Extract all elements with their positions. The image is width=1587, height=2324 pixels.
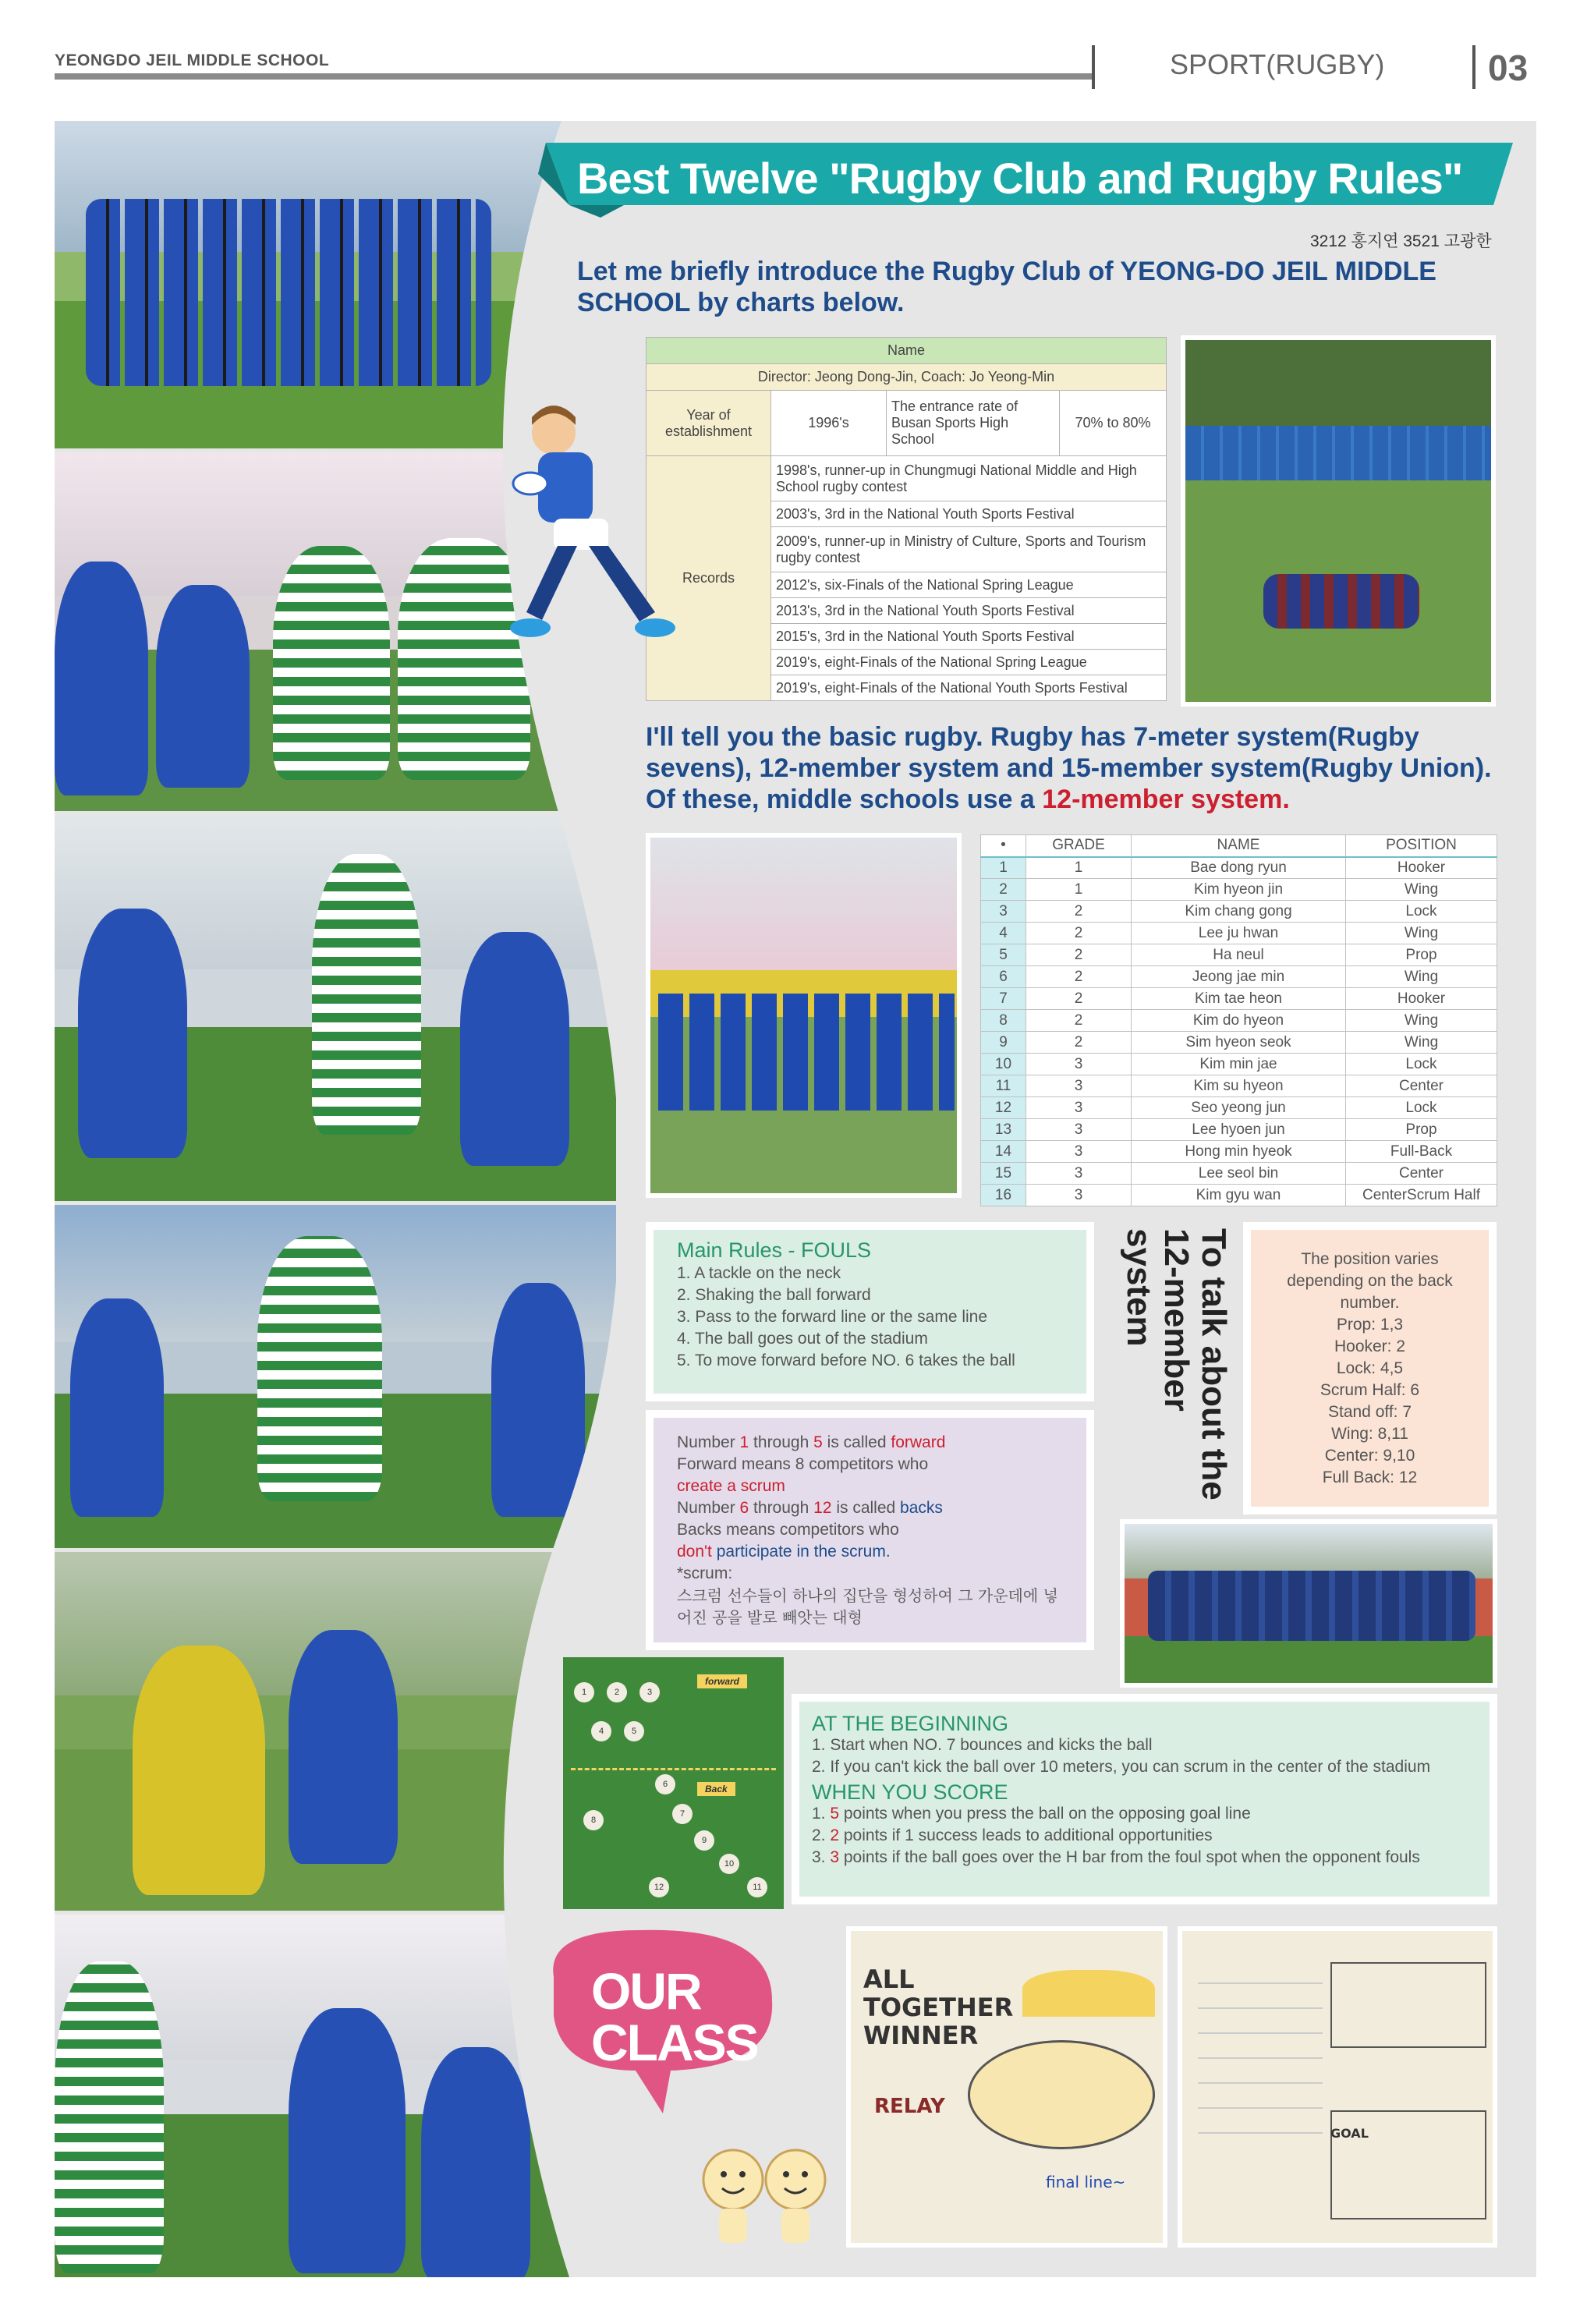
article-title: Best Twelve "Rugby Club and Rugby Rules" [577,154,1463,203]
forward-line: Number 1 through 5 is called forward [677,1433,946,1451]
roster-grade: 3 [1026,1119,1132,1141]
roster-position: Lock [1346,1097,1497,1119]
roster-index: 2 [981,879,1026,901]
score-title: WHEN YOU SCORE [812,1780,1008,1804]
roster-grade: 1 [1026,857,1132,879]
roster-position: CenterScrum Half [1346,1185,1497,1206]
position-line: Lock: 4,5 [1336,1359,1404,1377]
foul-item: 2. Shaking the ball forward [677,1286,871,1304]
record-row: 2015's, 3rd in the National Youth Sports Festival [771,624,1167,650]
roster-name: Sim hyeon seok [1132,1032,1346,1054]
our-class-line: CLASS [591,2014,758,2071]
authors: 3212 홍지연 3521 고광한 [1310,232,1492,250]
roster-row [981,857,1497,879]
roster-grade: 3 [1026,1075,1132,1097]
scrum-definition: 스크럼 선수들이 하나의 집단을 형성하여 그 가운데에 넣어진 공을 발로 빼앗는 대형 [677,1586,1058,1627]
roster-index: 6 [981,966,1026,988]
roster-row [981,966,1497,988]
school-name: YEONGDO JEIL MIDDLE SCHOOL [55,51,330,69]
roster-index: 16 [981,1185,1026,1206]
position-line: number. [1340,1294,1400,1312]
beginning-item: 1. Start when NO. 7 bounces and kicks the ball [812,1736,1153,1754]
position-line: Wing: 8,11 [1331,1425,1408,1443]
vertical-heading-box [1115,1228,1232,1525]
foul-item: 5. To move forward before NO. 6 takes the ball [677,1352,1015,1369]
smiley-faces-icon [694,2145,834,2246]
roster-row [981,1185,1497,1206]
year-label: Year of establishment [646,391,771,456]
position-line: Prop: 1,3 [1336,1316,1404,1334]
roster-grade: 3 [1026,1054,1132,1075]
roster-grade: 3 [1026,1163,1132,1185]
roster-grade: 3 [1026,1141,1132,1163]
roster-position: Hooker [1346,988,1497,1010]
roster-header-name: NAME [1132,835,1346,857]
forward-tag: forward [697,1674,747,1688]
record-row: 2012's, six-Finals of the National Spring League [771,572,1167,598]
roster-name: Jeong jae min [1132,966,1346,988]
roster-row [981,1119,1497,1141]
back-tag: Back [697,1782,735,1796]
roster-grade: 2 [1026,988,1132,1010]
roster-position: Prop [1346,1119,1497,1141]
foul-item: 1. A tackle on the neck [677,1264,841,1282]
header-divider [1472,45,1475,89]
drawing-title: ALL TOGETHER WINNER [863,1964,1014,2050]
roster-grade: 3 [1026,1097,1132,1119]
roster-row [981,988,1497,1010]
rugby-player-illustration [499,394,702,667]
score-item: 1. 5 points when you press the ball on the opposing goal line [812,1805,1251,1823]
intro-text: Let me briefly introduce the Rugby Club of YEONG-DO JEIL MIDDLE SCHOOL by charts below. [577,257,1436,317]
position-line: Full Back: 12 [1322,1468,1418,1486]
roster-name: Lee ju hwan [1132,923,1346,944]
roster-index: 5 [981,944,1026,966]
roster-row [981,1054,1497,1075]
section-title: SPORT(RUGBY) [1170,48,1385,80]
team-photo [646,833,962,1198]
year-value: 1996's [771,391,887,456]
position-marker: 7 [672,1804,693,1824]
position-marker: 9 [694,1830,714,1851]
drawing-relay: RELAY [874,2095,945,2118]
roster-name: Lee hyoen jun [1132,1119,1346,1141]
roster-name: Kim gyu wan [1132,1185,1346,1206]
roster-position: Prop [1346,944,1497,966]
roster-index: 15 [981,1163,1026,1185]
roster-position: Lock [1346,901,1497,923]
roster-position: Hooker [1346,857,1497,879]
roster-header-position: POSITION [1346,835,1497,857]
drawing-final-line: final line~ [1046,2173,1126,2191]
roster-row [981,1097,1497,1119]
drawing-goal-label: GOAL [1330,2126,1369,2141]
record-row: 2019's, eight-Finals of the National Youth Sports Festival [771,675,1167,701]
roster-name: Kim hyeon jin [1132,879,1346,901]
roster-name: Kim su hyeon [1132,1075,1346,1097]
roster-index: 13 [981,1119,1026,1141]
backs-scrum: don't participate in the scrum. [677,1543,891,1561]
forward-meaning: Forward means 8 competitors who [677,1455,929,1473]
header-divider [1092,45,1095,89]
stadium-scrum-photo [1181,335,1496,707]
roster-index: 9 [981,1032,1026,1054]
roster-row [981,923,1497,944]
roster-row [981,1141,1497,1163]
foul-item: 3. Pass to the forward line or the same line [677,1308,988,1326]
position-line: Stand off: 7 [1327,1403,1412,1421]
roster-row [981,879,1497,901]
score-item: 2. 2 points if 1 success leads to additional opportunities [812,1826,1213,1844]
roster-name: Kim chang gong [1132,901,1346,923]
roster-header-grade: GRADE [1026,835,1132,857]
fouls-box [646,1222,1094,1401]
position-marker: 1 [574,1682,594,1702]
position-line: depending on the back [1287,1272,1453,1290]
roster-name: Hong min hyeok [1132,1141,1346,1163]
club-info-table [646,337,1167,701]
position-marker: 6 [655,1774,675,1794]
backs-line: Number 6 through 12 is called backs [677,1499,943,1517]
roster-position: Wing [1346,923,1497,944]
group-photo [1120,1519,1497,1688]
roster-name: Bae dong ryun [1132,857,1346,879]
header-rule [55,73,1092,80]
roster-index: 11 [981,1075,1026,1097]
roster-position: Wing [1346,1010,1497,1032]
roster-row [981,1163,1497,1185]
basic-rugby-text [646,721,1511,815]
roster-grade: 3 [1026,1185,1132,1206]
roster-row [981,1010,1497,1032]
roster-index: 7 [981,988,1026,1010]
roster-grade: 2 [1026,1010,1132,1032]
class-drawing-soccer [1178,1926,1497,2248]
roster-position: Wing [1346,879,1497,901]
position-line: Scrum Half: 6 [1320,1381,1420,1399]
scrum-note-label: *scrum: [677,1564,733,1582]
position-box [1243,1222,1497,1514]
forward-scrum: create a scrum [677,1477,785,1495]
roster-name: Seo yeong jun [1132,1097,1346,1119]
roster-index: 1 [981,857,1026,879]
roster-grade: 2 [1026,901,1132,923]
forward-backs-box [646,1410,1094,1650]
page-number: 03 [1488,48,1529,88]
position-marker: 11 [747,1877,767,1897]
roster-grade: 1 [1026,879,1132,901]
roster-position: Wing [1346,1032,1497,1054]
roster-position: Center [1346,1075,1497,1097]
roster-position: Full-Back [1346,1141,1497,1163]
roster-index: 10 [981,1054,1026,1075]
roster-grade: 2 [1026,966,1132,988]
roster-row [981,944,1497,966]
position-marker: 3 [639,1682,660,1702]
roster-index: 8 [981,1010,1026,1032]
position-marker: 2 [607,1682,627,1702]
roster-position: Lock [1346,1054,1497,1075]
beginning-score-box [792,1694,1497,1904]
roster-grade: 2 [1026,1032,1132,1054]
our-class-title [591,1962,758,2071]
record-row: 2003's, 3rd in the National Youth Sports Festival [771,501,1167,527]
position-line: Hooker: 2 [1334,1337,1406,1355]
roster-header-index: • [981,835,1026,857]
beginning-item: 2. If you can't kick the ball over 10 meters, you can scrum in the center of the stadium [812,1758,1431,1776]
fouls-title: Main Rules - FOULS [677,1238,872,1262]
roster-row [981,901,1497,923]
roster-name: Kim do hyeon [1132,1010,1346,1032]
position-marker: 8 [583,1810,604,1830]
roster-index: 3 [981,901,1026,923]
record-row: 2019's, eight-Finals of the National Spring League [771,650,1167,675]
position-marker: 5 [624,1721,644,1741]
record-row: 1998's, runner-up in Chungmugi National Middle and High School rugby contest [771,456,1167,501]
roster-grade: 2 [1026,944,1132,966]
record-row: 2009's, runner-up in Ministry of Culture, Sports and Tourism rugby contest [771,527,1167,572]
basic-rugby-highlight: 12-member system. [1042,785,1290,814]
foul-item: 4. The ball goes out of the stadium [677,1330,928,1348]
position-line: The position varies [1301,1250,1439,1268]
our-class-line: OUR [591,1962,701,2020]
beginning-title: AT THE BEGINNING [812,1712,1009,1735]
roster-name: Lee seol bin [1132,1163,1346,1185]
vertical-heading: To talk about the 12-member system [1120,1228,1233,1500]
basic-rugby-body: I'll tell you the basic rugby. Rugby has 7-meter system(Rugby sevens), 12-member system and 15-member system(Rugby Union). Of these, middle schools use a [646,722,1492,814]
roster-body [981,857,1497,1206]
scrum-line [571,1768,776,1770]
roster-position: Center [1346,1163,1497,1185]
roster-name: Kim tae heon [1132,988,1346,1010]
roster-table [980,834,1497,1206]
backs-meaning: Backs means competitors who [677,1521,899,1539]
entrance-label: The entrance rate of Busan Sports High School [887,391,1060,456]
records-label: Records [646,456,771,701]
roster-index: 4 [981,923,1026,944]
position-line: Center: 9,10 [1324,1447,1415,1465]
entrance-value: 70% to 80% [1060,391,1167,456]
roster-index: 12 [981,1097,1026,1119]
class-drawing-relay [846,1926,1167,2248]
position-diagram [563,1657,784,1909]
roster-name: Kim min jae [1132,1054,1346,1075]
name-header: Name [646,338,1167,364]
score-item: 3. 3 points if the ball goes over the H bar from the foul spot when the opponent fouls [812,1848,1420,1866]
record-row: 2013's, 3rd in the National Youth Sports Festival [771,598,1167,624]
position-marker: 12 [649,1877,669,1897]
staff-row: Director: Jeong Dong-Jin, Coach: Jo Yeong-Min [646,364,1167,391]
position-marker: 10 [719,1854,739,1874]
roster-index: 14 [981,1141,1026,1163]
roster-row [981,1075,1497,1097]
roster-position: Wing [1346,966,1497,988]
roster-grade: 2 [1026,923,1132,944]
position-marker: 4 [591,1721,611,1741]
roster-row [981,1032,1497,1054]
roster-name: Ha neul [1132,944,1346,966]
